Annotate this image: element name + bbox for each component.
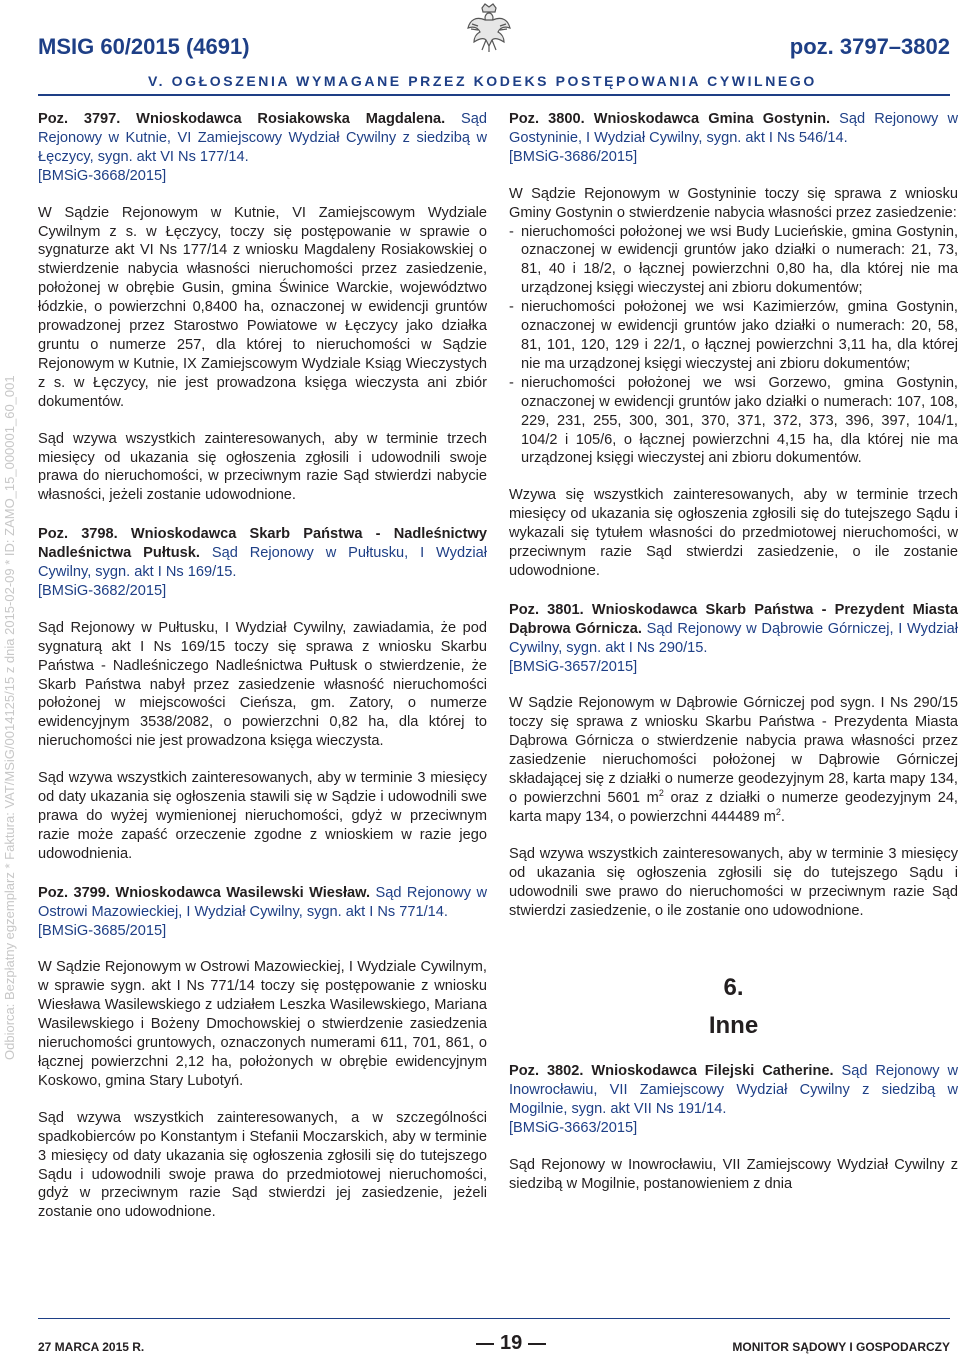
notice-court: Sąd Rejonowy w Dąbrowie Górniczej, I Wydział Cywilny, sygn. akt I Ns 290/15.	[509, 620, 958, 656]
notice-court: Sąd Rejonowy w Gostyninie, I Wydział Cywilny, sygn. akt I Ns 546/14.	[509, 111, 958, 146]
notice-lead: Poz. 3800. Wnioskodawca Gmina Gostynin.	[509, 111, 831, 127]
notice-body: Sąd Rejonowy w Pułtusku, I Wydział Cywilny, zawiadamia, że pod sygnaturą akt I Ns 169/15 toczy się sprawa z wniosku Skarbu Państwa - Nadleśniczego Nadleśnictwa Pułtusk o stwierdzenie, że Skarb Państwa nabył przez zasiedzenie własność nieruchomości położonej w miejscowości Cieńsza, gm. Zatory, o numerze ewidencyjnym 3538/2082, o powierzchni 0,82 ha, dla której to nieruchomości nie jest prowadzona księga wieczysta.	[38, 619, 487, 750]
footer-date: 27 MARCA 2015 R.	[38, 1340, 145, 1354]
side-watermark: Odbiorca: Bezpłatny egzemplarz * Faktura: VAT/MSiG/0014125/15 z dnia 2015-02-09 * ID: ZAMO_15_000001_60_001	[2, 375, 17, 1060]
notice-lead: Poz. 3802. Wnioskodawca Filejski Catherine.	[509, 1063, 834, 1080]
notice-court: Sąd Rejonowy w Inowrocławiu, VII Zamiejscowy Wydział Cywilny z siedzibą w Mogilnie, sygn. akt VII Ns 191/14.	[509, 1063, 958, 1118]
notice-3799	[38, 884, 487, 1223]
notice-body: Sąd wzywa wszystkich zainteresowanych, aby w terminie 3 miesięcy od ukazania się ogłoszenia zgłosili się do tutejszego Sądu i udowodnili swe prawo do nieruchomości w przeciwnym razie Sąd stwierdzi zasiedzenie, o ile zostanie ono udowodnione.	[509, 845, 958, 919]
notice-ref: [BMSiG-3685/2015]	[38, 922, 167, 939]
notice-court: Sąd Rejonowy w Kutnie, VI Zamiejscowy Wydział Cywilny z siedzibą w Łęczycy, sygn. akt VI Ns 177/14.	[38, 111, 487, 165]
notice-body: W Sądzie Rejonowym w Gostyninie toczy się sprawa z wniosku Gminy Gostynin o stwierdzenie nabycia własności przez zasiedzenie:	[509, 185, 958, 221]
list-item: - nieruchomości położonej we wsi Budy Lucieńskie, gmina Gostynin, oznaczonej w ewidencji gruntów jako działki o numerach: 21, 73, 81, 40 i 18/2, o łącznej powierzchni 0,80 ha, dla której nie ma urządzonej księgi wieczystej ani zbioru dokumentów;	[509, 223, 958, 297]
notice-ref: [BMSiG-3686/2015]	[509, 148, 638, 165]
notice-body: Sąd Rejonowy w Inowrocławiu, VII Zamiejscowy Wydział Cywilny z siedzibą w Mogilnie, postanowieniem z dnia	[509, 1157, 958, 1192]
header-rule	[38, 94, 950, 96]
notice-court: Sąd Rejonowy w Ostrowi Mazowieckiej, I Wydział Cywilny, sygn. akt I Ns 771/14.	[38, 884, 487, 920]
notice-body: Sąd wzywa wszystkich zainteresowanych, aby w terminie 3 miesięcy od daty ukazania się ogłoszenia stawili się w Sądzie i udowodnili swe prawa do wyżej wymienionej nieruchomości, gdyż w przeciwnym razie może zapaść orzeczenie zgodne z wnioskiem w razie jego udowodnienia.	[38, 770, 487, 862]
notice-court: Sąd Rejonowy w Pułtusku, I Wydział Cywilny, sygn. akt I Ns 169/15.	[38, 545, 487, 581]
notice-lead: Poz. 3801. Wnioskodawca Skarb Państwa - Prezydent Miasta Dąbrowa Górnicza.	[509, 601, 958, 637]
notice-body: Sąd wzywa wszystkich zainteresowanych, a w szczególności spadkobierców po Konstantym i Stefanii Moczarskich, aby w terminie 3 miesięcy od daty ukazania się ogłoszenia zgłosili się do tutejszego Sądu i udowodnili swoje prawa do przedmiotowej nieruchomości, gdyż w przeciwnym razie Sąd stwierdzi jej zasiedzenie, jeżeli zostanie ono udowodnione.	[38, 1109, 487, 1221]
publication-name: MONITOR SĄDOWY I GOSPODARCZY	[732, 1340, 950, 1354]
notice-ref: [BMSiG-3663/2015]	[509, 1120, 638, 1137]
property-list	[509, 223, 958, 469]
notice-lead: Poz. 3797. Wnioskodawca Rosiakowska Magdalena.	[38, 111, 446, 127]
notice-body: W Sądzie Rejonowym w Dąbrowie Górniczej pod sygn. I Ns 290/15 toczy się sprawa z wniosku Skarbu Państwa - Prezydenta Miasta Dąbrowa Górnicza o stwierdzenie nabycia prawa własności przez zasiedzenie nieruchomości położonej w Dąbrowie Górniczej składającej się z działki o numerze geodezyjnym 28, karta mapy 134, o powierzchni 5601 $m^2$ oraz z działki o numerze geodezyjnym 24, karta mapy 134, o powierzchni 444489 $m^2$.	[509, 695, 958, 825]
notice-body: Sąd wzywa wszystkich zainteresowanych, aby w terminie trzech miesięcy od ukazania się ogłoszenia zgłosili i udowodnili swoje prawa do nieruchomości, w przeciwnym razie Sąd stwierdzi nabycie własności, jeżeli zostanie udowodnione.	[38, 430, 487, 504]
notice-3797	[38, 110, 487, 505]
page-number: 19	[470, 1332, 552, 1355]
category-number: 6.	[723, 974, 744, 1002]
notice-body: Wzywa się wszystkich zainteresowanych, aby w terminie trzech miesięcy od ukazania się ogłoszenia zgłosili się do tutejszego Sądu i wykazali się tytułem własności do przedmiotowej nieruchomości, w przeciwnym razie Sąd stwierdzi zasiedzenie, o ile zostanie udowodnione.	[509, 487, 958, 579]
notice-3801	[509, 601, 958, 921]
notice-3798	[38, 525, 487, 864]
issue-title: MSIG 60/2015 (4691)	[38, 34, 250, 59]
notice-body: W Sądzie Rejonowym w Ostrowi Mazowieckiej, I Wydziale Cywilnym, w sprawie sygn. akt I Ns 771/14 toczy się postępowanie z wniosku Wiesława Wasilewskiego z udziałem Leszka Wasilewskiego, Mariana Wasilewskiego i Bożeny Dmochowskiej o stwierdzenie zasiedzenia nieruchomości gruntowych, oznaczonych numerami 611, 701, 861, o łącznej powierzchni 2,12 ha, położonych w obrębie ewidencyjnym Koskowo, gmina Stary Lubotyń.	[38, 959, 487, 1089]
eagle-emblem-icon	[466, 2, 512, 54]
notice-ref: [BMSiG-3668/2015]	[38, 167, 167, 184]
notice-3800	[509, 110, 958, 581]
footer-rule	[38, 1318, 950, 1319]
notice-ref: [BMSiG-3682/2015]	[38, 582, 167, 599]
section-title: V. OGŁOSZENIA WYMAGANE PRZEZ KODEKS POSTĘPOWANIA CYWILNEGO	[148, 73, 817, 89]
position-range: poz. 3797–3802	[789, 34, 950, 59]
category-name: Inne	[708, 1012, 759, 1040]
notice-body: W Sądzie Rejonowym w Kutnie, VI Zamiejscowym Wydziale Cywilnym z s. w Łęczycy, toczy się postępowanie w sprawie o sygnaturze akt VI Ns 177/14 z wniosku Magdaleny Rosiakowskiej o stwierdzenie nabycia własności nieruchomości przez zasiedzenie, położonej w obrębie Gusin, gmina Świnice Warckie, województwo łódzkie, o powierzchni 0,8400 ha, oznaczonej w ewidencji gruntów prowadzonej przez Starostwo Powiatowe w Łęczycy jako działka gruntu o numerze 257, dla której to nieruchomości w Sądzie Rejonowym w Kutnie, IX Zamiejscowym Wydziale Ksiąg Wieczystych z s. w Łęczycy, nie jest prowadzona księga wieczysta ani zbiór dokumentów.	[38, 204, 487, 410]
list-item: - nieruchomości położonej we wsi Kazimierzów, gmina Gostynin, oznaczonej w ewidencji gruntów jako działki o numerach: 20, 58, 81, 101, 120, 129 i 22/1, o łącznej powierzchni 3,11 ha, dla której nie ma urządzonej księgi wieczystej ani zbioru dokumentów;	[509, 299, 958, 372]
notice-3802	[509, 1062, 958, 1193]
list-item: - nieruchomości położonej we wsi Gorzewo, gmina Gostynin, oznaczonej w ewidencji gruntów jako działki o numerach: 107, 108, 229, 231, 255, 300, 301, 370, 371, 372, 373, 396, 397, 104/1, 104/2 i 105/6, o łącznej powierzchni 4,15 ha, dla której nie ma urządzonej księgi wieczystej ani zbioru dokumentów.	[509, 374, 958, 467]
notice-ref: [BMSiG-3657/2015]	[509, 658, 638, 675]
notice-lead: Poz. 3798. Wnioskodawca Skarb Państwa - Nadleśnictwy Nadleśnictwa Pułtusk.	[38, 526, 487, 562]
notice-lead: Poz. 3799. Wnioskodawca Wasilewski Wiesław.	[38, 884, 371, 901]
right-column	[509, 110, 958, 1194]
left-column	[38, 110, 487, 1222]
